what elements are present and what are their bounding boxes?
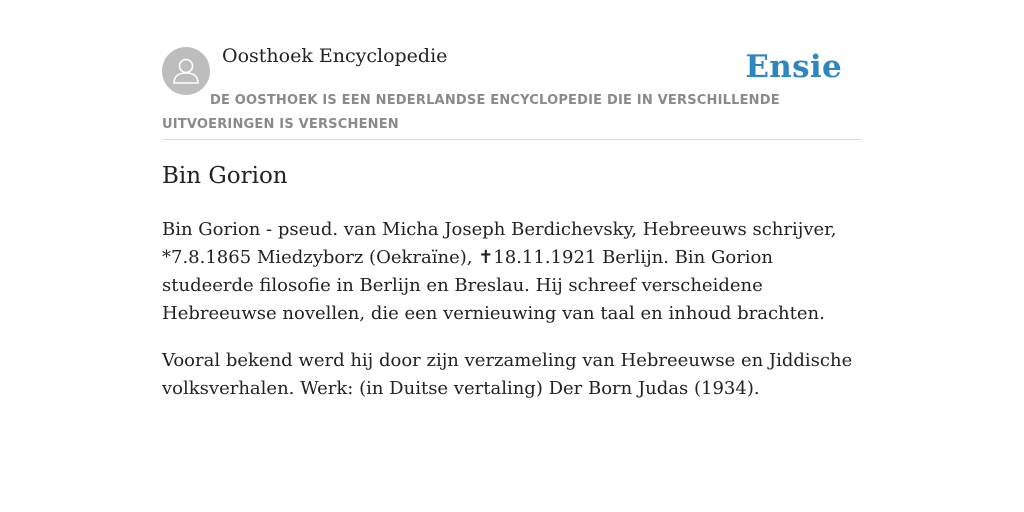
article-paragraph: Vooral bekend werd hij door zijn verzameling van Hebreeuwse en Jiddische volksverhalen. Werk: (in Duitse vertaling) Der Born Judas (1934).	[162, 350, 853, 399]
site-name[interactable]: Oosthoek Encyclopedie	[222, 45, 448, 67]
article-title: Bin Gorion	[162, 163, 288, 189]
user-silhouette-icon	[162, 47, 210, 95]
article-paragraph: Bin Gorion - pseud. van Micha Joseph Berdichevsky, Hebreeuws schrijver, *7.8.1865 Miedzyborz (Oekraïne), ✝18.11.1921 Berlijn. Bin Gorion studeerde filosofie in Berlijn en Breslau. Hij schreef verscheidene Hebreeuwse novellen, die een vernieuwing van taal en inhoud brachten.	[162, 219, 837, 324]
article-body	[162, 216, 862, 422]
avatar[interactable]	[162, 47, 210, 95]
site-description: DE OOSTHOEK IS EEN NEDERLANDSE ENCYCLOPEDIE DIE IN VERSCHILLENDE UITVOERINGEN IS VERSCHENEN	[162, 93, 780, 132]
page	[162, 0, 862, 399]
brand-logo[interactable]: Ensie	[745, 49, 842, 85]
header	[162, 0, 862, 140]
